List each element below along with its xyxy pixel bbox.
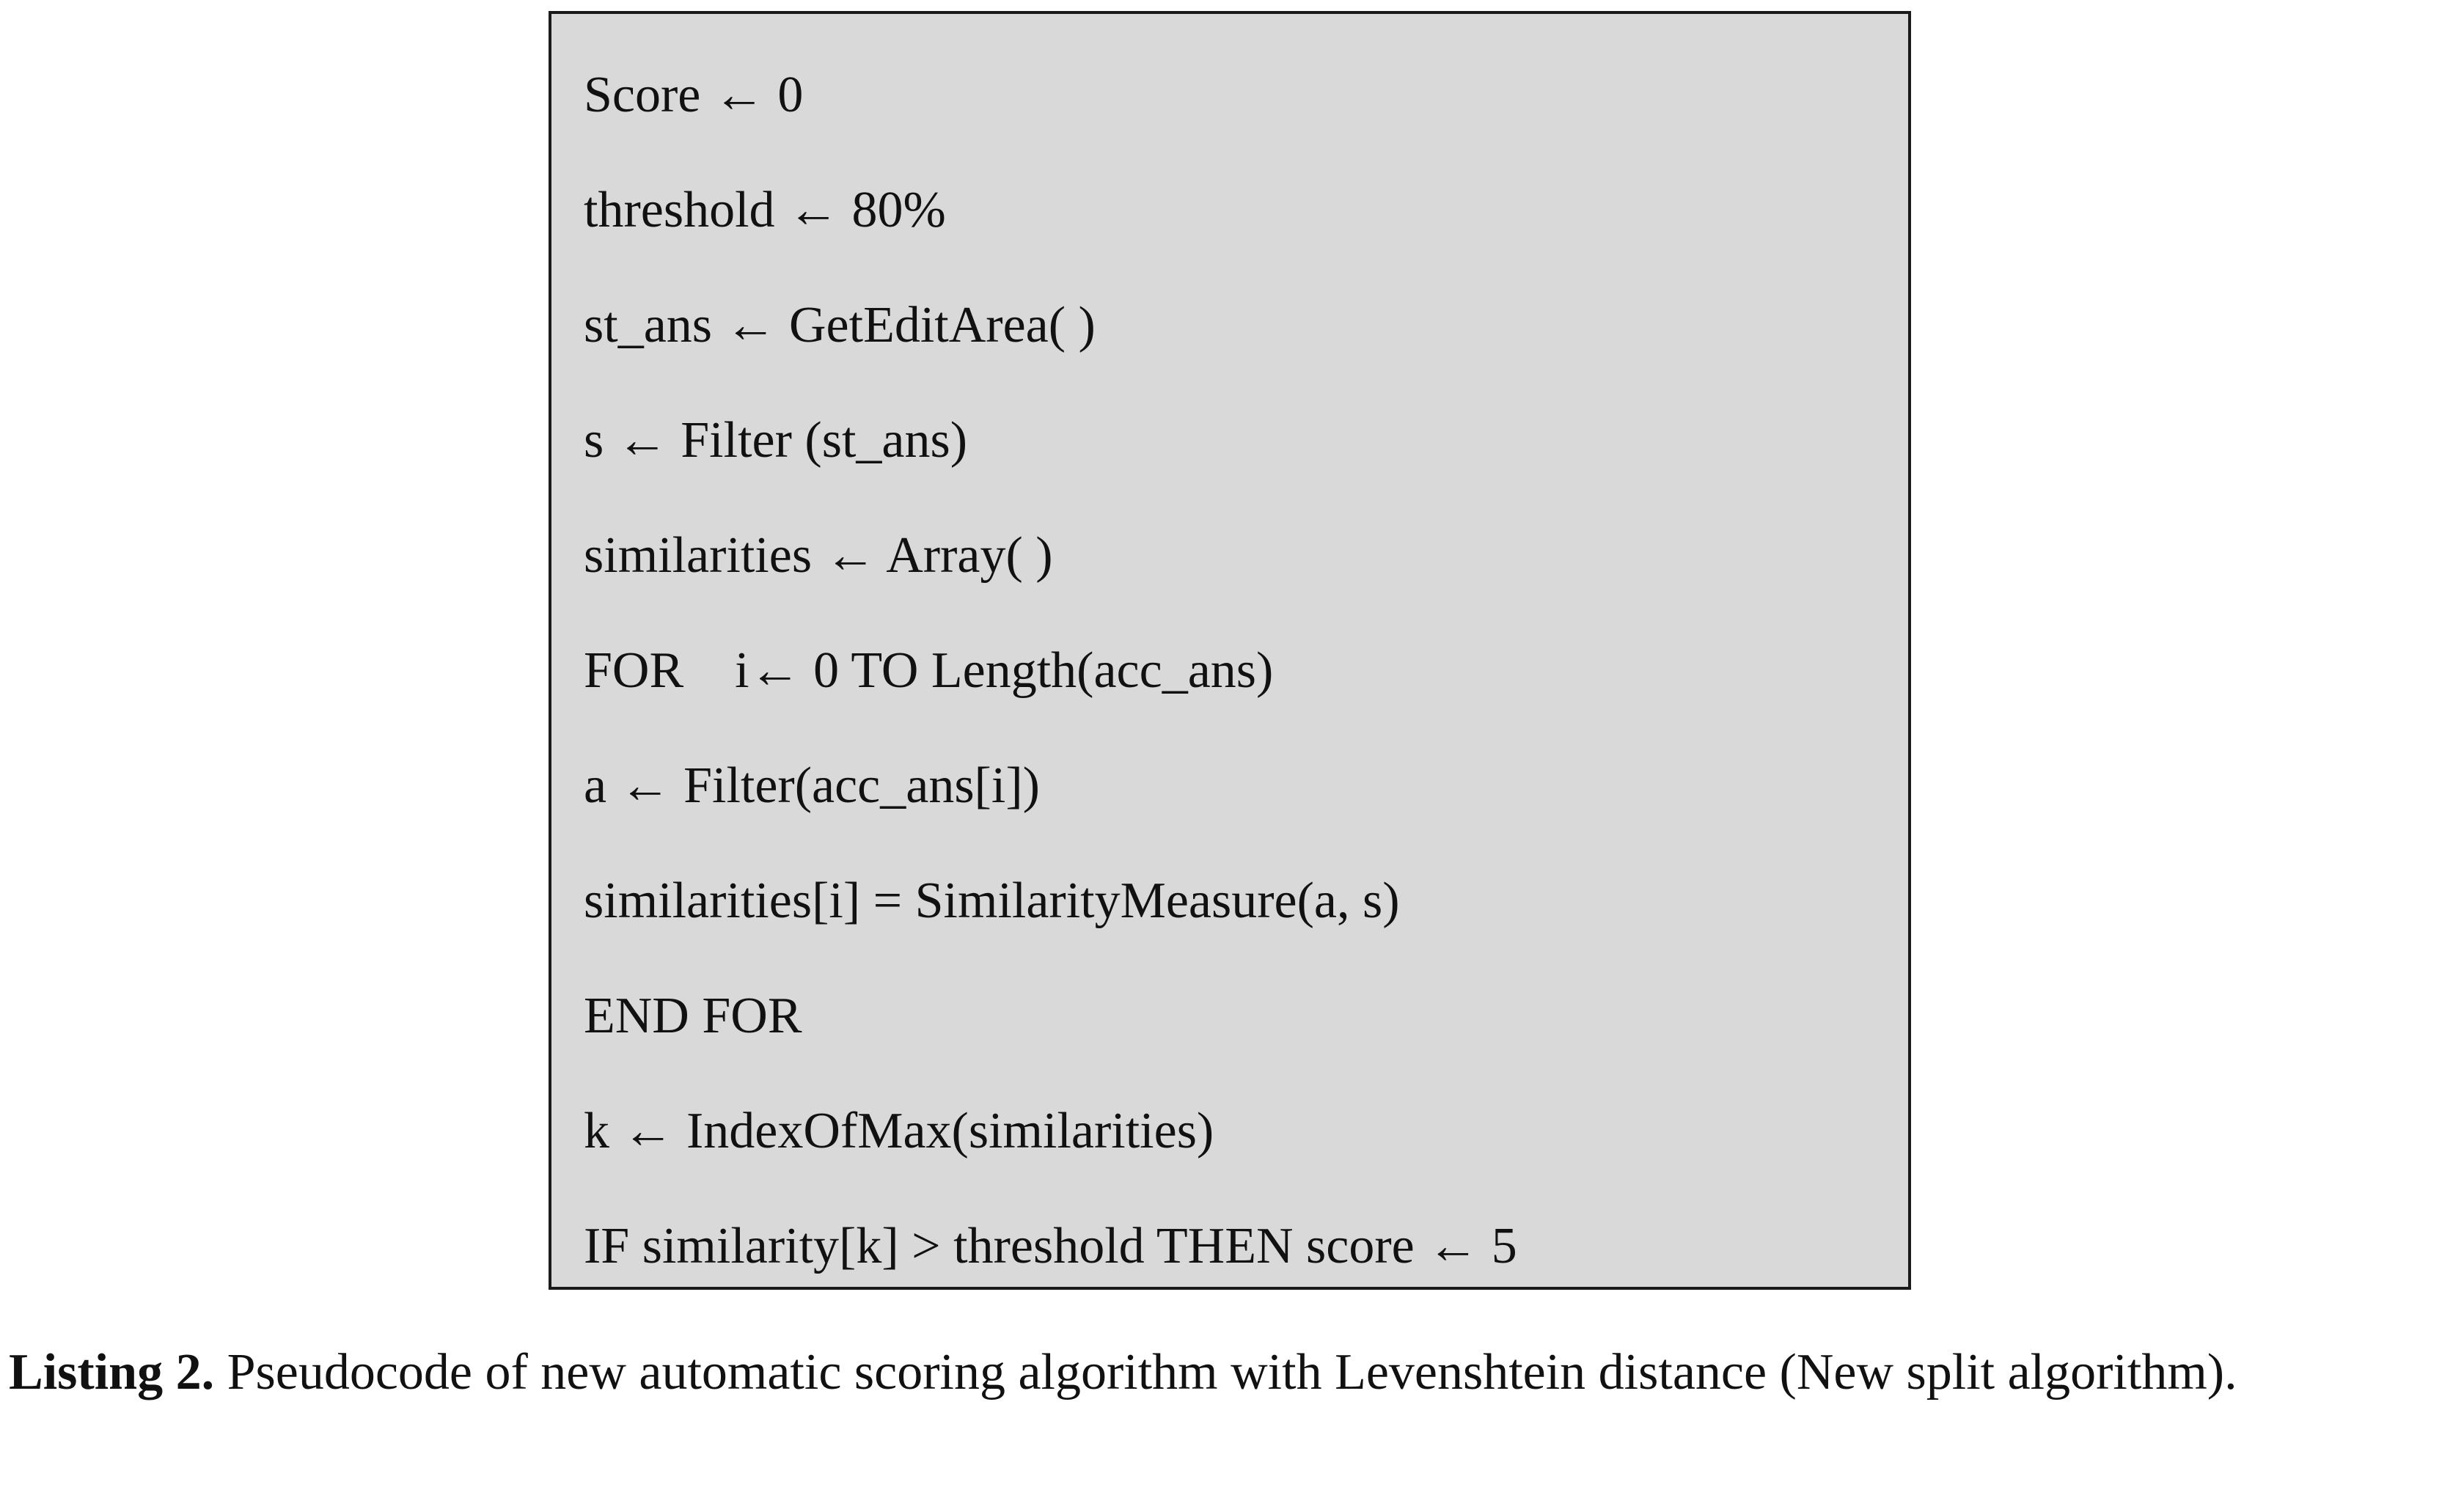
code-line-7: a ← Filter(acc_ans[i]) — [584, 757, 1040, 814]
code-line-4: s ← Filter (st_ans) — [584, 412, 968, 469]
code-line-5: similarities ← Array( ) — [584, 527, 1053, 584]
code-line-8: similarities[i] = SimilarityMeasure(a, s) — [584, 873, 1400, 929]
code-line-10: k ← IndexOfMax(similarities) — [584, 1103, 1214, 1159]
code-line-1: Score ← 0 — [584, 67, 804, 123]
code-line-3: st_ans ← GetEditArea( ) — [584, 297, 1096, 353]
code-line-9: END FOR — [584, 988, 802, 1044]
listing-caption — [9, 1333, 2455, 1412]
code-line-2: threshold ← 80% — [584, 182, 946, 238]
pseudocode-listing-box — [549, 11, 1911, 1290]
code-line-11: IF similarity[k] > threshold THEN score ← 5 — [584, 1218, 1517, 1274]
caption-label: Listing 2. — [9, 1344, 215, 1400]
caption-text: Pseudocode of new automatic scoring algorithm with Levenshtein distance (New split algorithm). — [214, 1344, 2237, 1400]
code-line-6: FOR i← 0 TO Length(acc_ans) — [584, 642, 1274, 699]
